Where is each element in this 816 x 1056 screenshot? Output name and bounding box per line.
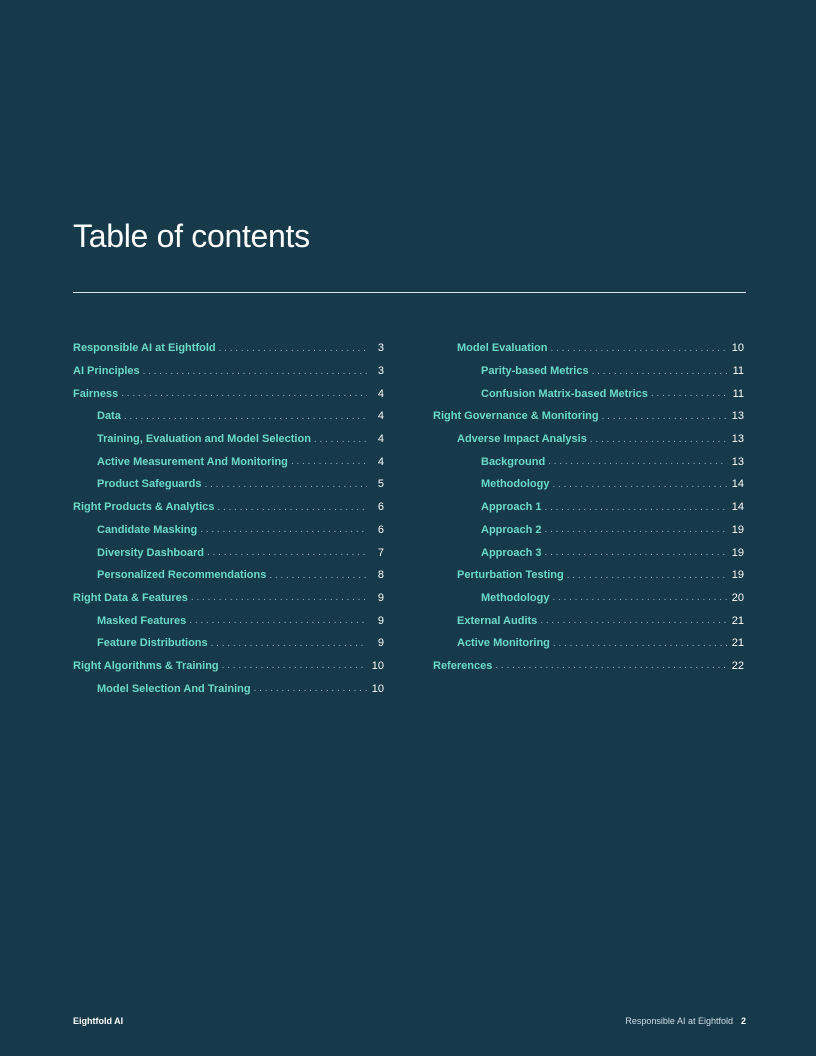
toc-entry-label: Methodology — [481, 478, 550, 491]
toc-entry[interactable] — [73, 405, 384, 428]
toc-entry-label: Product Safeguards — [97, 478, 202, 491]
toc-entry-page-number: 3 — [377, 365, 384, 378]
toc-entry-label: Confusion Matrix-based Metrics — [481, 387, 648, 400]
toc-entry[interactable] — [433, 632, 744, 655]
toc-entry[interactable] — [73, 519, 384, 542]
toc-entry-page-number: 11 — [732, 387, 744, 400]
toc-dot-leader — [211, 638, 367, 649]
toc-entry-label: References — [433, 659, 493, 672]
toc-entry-label: Background — [481, 455, 546, 468]
toc-entry-page-number: 6 — [377, 523, 384, 536]
footer-running-title — [625, 1016, 746, 1026]
toc-entry-label: Approach 3 — [481, 546, 542, 559]
toc-dot-leader — [602, 411, 727, 422]
toc-entry-label: Right Governance & Monitoring — [433, 410, 599, 423]
toc-entry-page-number: 20 — [731, 591, 744, 604]
toc-entry[interactable] — [73, 564, 384, 587]
toc-entry-label: Adverse Impact Analysis — [457, 433, 587, 446]
toc-entry-page-number: 10 — [371, 659, 384, 672]
toc-entry-label: Methodology — [481, 591, 550, 604]
toc-entry-label: Perturbation Testing — [457, 569, 564, 582]
toc-entry-label: Model Selection And Training — [97, 682, 251, 695]
toc-entry-label: Masked Features — [97, 614, 187, 627]
toc-entry[interactable] — [73, 587, 384, 610]
toc-entry-label: Active Monitoring — [457, 637, 550, 650]
toc-dot-leader — [217, 502, 367, 513]
toc-dot-leader — [269, 570, 367, 581]
toc-entry[interactable] — [433, 360, 744, 383]
toc-entry[interactable] — [73, 677, 384, 700]
toc-dot-leader — [189, 615, 367, 626]
toc-entry-page-number: 10 — [371, 682, 384, 695]
toc-entry[interactable] — [433, 382, 744, 405]
toc-dot-leader — [207, 547, 367, 558]
toc-entry-page-number: 19 — [731, 523, 744, 536]
toc-entry[interactable] — [73, 428, 384, 451]
toc-left-column — [73, 337, 384, 700]
toc-dot-leader — [254, 683, 367, 694]
toc-entry[interactable] — [73, 382, 384, 405]
toc-entry-page-number: 19 — [731, 546, 744, 559]
toc-dot-leader — [143, 366, 367, 377]
toc-entry-page-number: 6 — [377, 501, 384, 514]
toc-dot-leader — [219, 343, 367, 354]
toc-entry-page-number: 4 — [377, 455, 384, 468]
toc-entry[interactable] — [73, 360, 384, 383]
toc-dot-leader — [200, 524, 367, 535]
toc-entry[interactable] — [73, 655, 384, 678]
toc-entry-label: Active Measurement And Monitoring — [97, 455, 288, 468]
toc-entry-page-number: 4 — [377, 433, 384, 446]
footer-title: Responsible AI at Eightfold — [625, 1016, 733, 1026]
toc-dot-leader — [205, 479, 367, 490]
toc-dot-leader — [124, 411, 367, 422]
toc-right-column — [433, 337, 744, 677]
toc-entry-label: Feature Distributions — [97, 637, 208, 650]
footer-brand: Eightfold AI — [73, 1016, 124, 1026]
page-title: Table of contents — [73, 218, 310, 254]
toc-dot-leader — [552, 479, 727, 490]
toc-entry-page-number: 3 — [377, 342, 384, 355]
toc-entry-page-number: 14 — [731, 501, 744, 514]
toc-entry[interactable] — [433, 337, 744, 360]
toc-entry-label: Fairness — [73, 387, 119, 400]
toc-entry[interactable] — [433, 405, 744, 428]
toc-dot-leader — [545, 524, 727, 535]
toc-entry[interactable] — [73, 473, 384, 496]
toc-dot-leader — [651, 388, 727, 399]
toc-dot-leader — [548, 456, 727, 467]
toc-entry[interactable] — [433, 541, 744, 564]
toc-entry[interactable] — [433, 609, 744, 632]
toc-entry-page-number: 13 — [731, 455, 744, 468]
toc-entry-page-number: 14 — [731, 478, 744, 491]
toc-entry-page-number: 4 — [377, 387, 384, 400]
toc-entry-page-number: 9 — [377, 637, 384, 650]
footer-page-number: 2 — [740, 1016, 746, 1026]
toc-entry-page-number: 7 — [377, 546, 384, 559]
toc-entry-label: Approach 1 — [481, 501, 542, 514]
toc-entry-page-number: 4 — [377, 410, 384, 423]
toc-entry-label: Candidate Masking — [97, 523, 198, 536]
toc-entry-label: Right Products & Analytics — [73, 501, 215, 514]
toc-entry-label: Approach 2 — [481, 523, 542, 536]
toc-entry-label: Right Algorithms & Training — [73, 659, 219, 672]
toc-entry[interactable] — [433, 450, 744, 473]
toc-entry-label: Training, Evaluation and Model Selection — [97, 433, 311, 446]
toc-entry[interactable] — [73, 496, 384, 519]
toc-entry[interactable] — [433, 428, 744, 451]
toc-entry-page-number: 9 — [377, 591, 384, 604]
toc-dot-leader — [545, 502, 727, 513]
toc-dot-leader — [550, 343, 727, 354]
toc-dot-leader — [222, 660, 367, 671]
toc-entry-label: Model Evaluation — [457, 342, 548, 355]
toc-entry[interactable] — [433, 496, 744, 519]
toc-entry-page-number: 22 — [731, 659, 744, 672]
toc-dot-leader — [590, 434, 727, 445]
toc-dot-leader — [121, 388, 367, 399]
toc-dot-leader — [191, 592, 367, 603]
toc-entry-page-number: 9 — [377, 614, 384, 627]
toc-entry-label: External Audits — [457, 614, 538, 627]
toc-dot-leader — [567, 570, 727, 581]
toc-dot-leader — [540, 615, 727, 626]
toc-entry-page-number: 5 — [377, 478, 384, 491]
toc-entry-page-number: 11 — [732, 365, 744, 378]
toc-entry-label: Diversity Dashboard — [97, 546, 204, 559]
toc-entry[interactable] — [433, 587, 744, 610]
toc-entry[interactable] — [433, 473, 744, 496]
toc-entry-page-number: 19 — [731, 569, 744, 582]
toc-entry[interactable] — [73, 609, 384, 632]
toc-entry-page-number: 10 — [731, 342, 744, 355]
toc-entry[interactable] — [433, 564, 744, 587]
toc-dot-leader — [291, 456, 367, 467]
toc-dot-leader — [553, 638, 727, 649]
toc-entry-label: Right Data & Features — [73, 591, 188, 604]
toc-entry-label: Responsible AI at Eightfold — [73, 342, 216, 355]
toc-dot-leader — [592, 366, 727, 377]
toc-entry[interactable] — [73, 632, 384, 655]
toc-entry-page-number: 21 — [731, 614, 744, 627]
toc-entry[interactable] — [433, 519, 744, 542]
toc-entry-label: Personalized Recommendations — [97, 569, 267, 582]
toc-entry-page-number: 13 — [731, 433, 744, 446]
toc-entry-page-number: 21 — [731, 637, 744, 650]
toc-dot-leader — [545, 547, 727, 558]
toc-entry[interactable] — [73, 541, 384, 564]
toc-entry-label: Parity-based Metrics — [481, 365, 589, 378]
toc-dot-leader — [495, 660, 727, 671]
toc-entry-label: AI Principles — [73, 365, 140, 378]
title-divider — [73, 292, 746, 293]
toc-entry[interactable] — [433, 655, 744, 678]
toc-entry[interactable] — [73, 337, 384, 360]
toc-dot-leader — [552, 592, 727, 603]
toc-entry-page-number: 13 — [731, 410, 744, 423]
toc-entry-page-number: 8 — [377, 569, 384, 582]
toc-entry-label: Data — [97, 410, 121, 423]
toc-entry[interactable] — [73, 450, 384, 473]
toc-dot-leader — [314, 434, 367, 445]
